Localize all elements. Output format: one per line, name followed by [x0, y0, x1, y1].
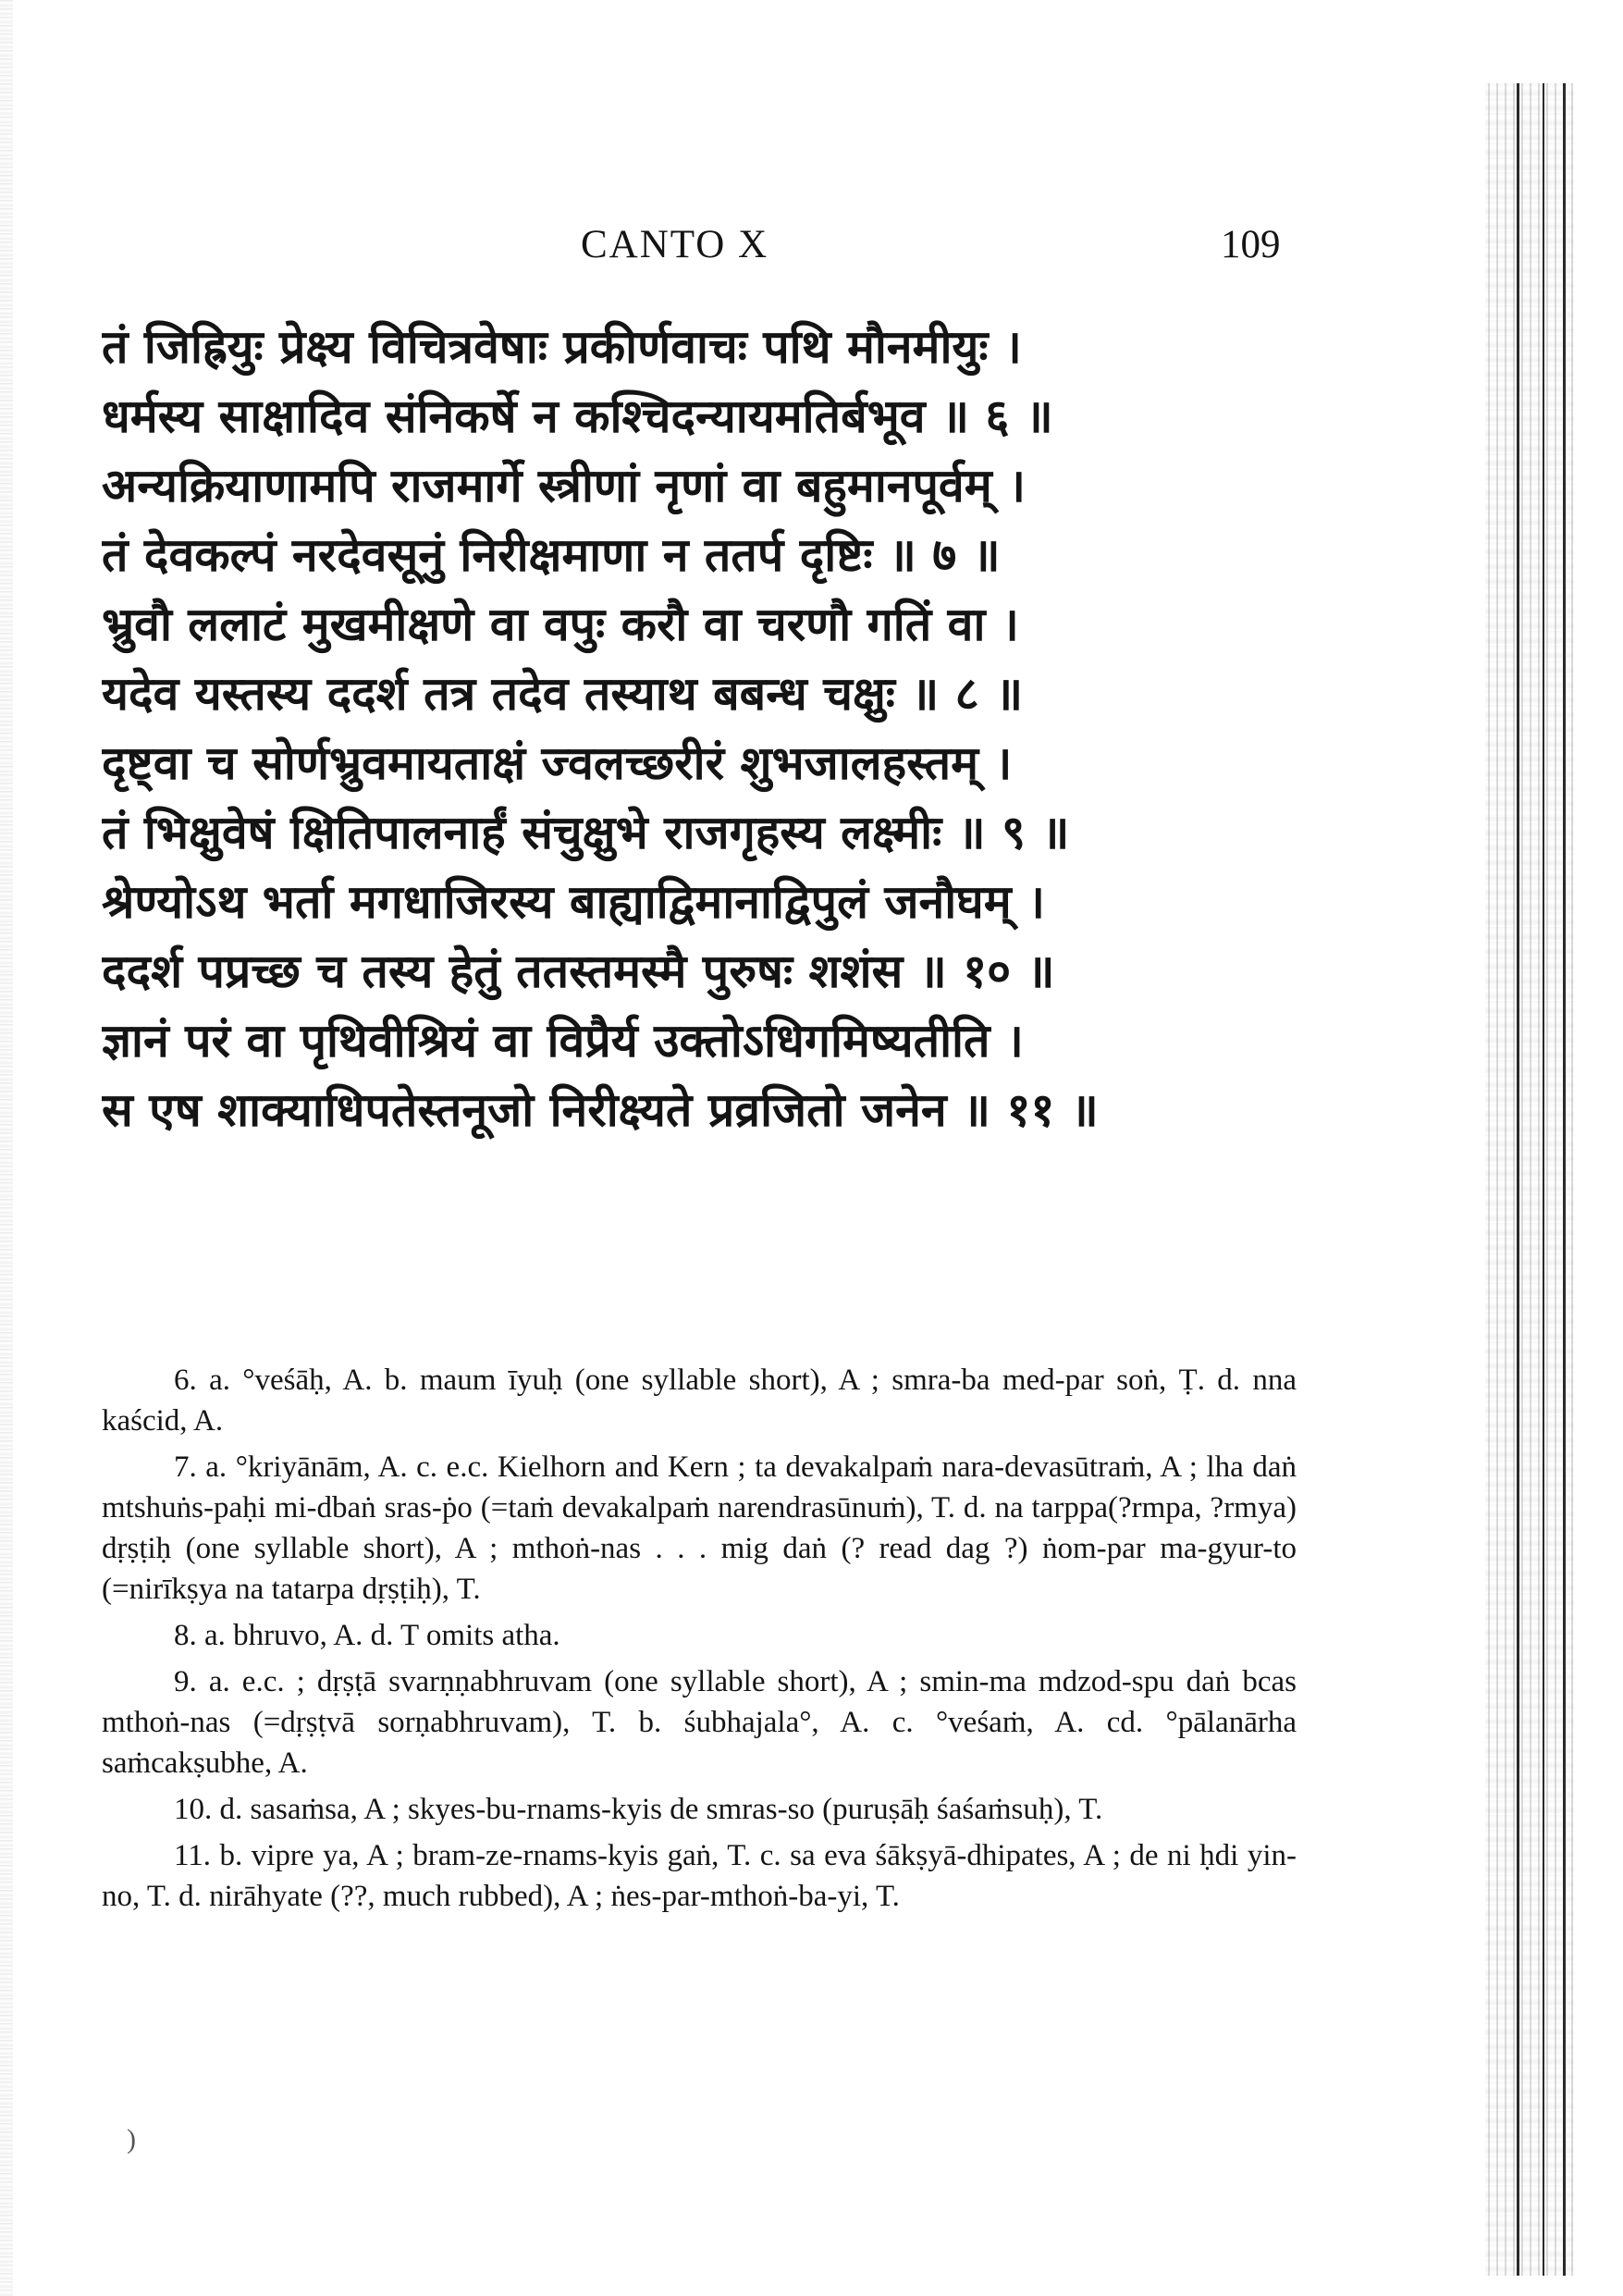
gutter-line	[1563, 83, 1566, 2276]
footnote-8: 8. a. bhruvo, A. d. T omits atha.	[174, 1619, 560, 1652]
verse-line: ददर्श पप्रच्छ च तस्य हेतुं ततस्तमस्मै पुरुषः शशंस ॥ १० ॥	[102, 944, 1055, 998]
verse-line: दृष्ट्वा च सोर्णभ्रुवमायताक्षं ज्वलच्छरीरं शुभजालहस्तम् ।	[102, 736, 1013, 790]
footnote-7: 7. a. °kriyānām, A. c. e.c. Kielhorn and Kern ; ta devakalpaṁ nara-devasūtraṁ, A ; lha daṅ mtshuṅs-paḥi mi-dbaṅ sras-ṗo (=taṁ devakalpaṁ narendrasūnuṁ), T. d. na tarppa(?rmpa, ?rmya) dṛṣṭiḥ (one syllable short), A ; mthoṅ-nas . . . mig daṅ (? read dag ?) ṅom-par ma-gyur-to (=nirīkṣya na tatarpa dṛṣṭiḥ), T.	[102, 1450, 1297, 1606]
page-number: 109	[1221, 223, 1281, 266]
footnote-10: 10. d. sasaṁsa, A ; skyes-bu-rnams-kyis de smras-so (puruṣāḥ śaśaṁsuḥ), T.	[174, 1793, 1103, 1826]
verse-line: तं जिह्रियुः प्रेक्ष्य विचित्रवेषाः प्रकीर्णवाचः पथि मौनमीयुः ।	[102, 320, 1022, 374]
footnote-9: 9. a. e.c. ; dṛṣṭā svarṇṇabhruvam (one syllable short), A ; smin-ma mdzod-spu daṅ bcas mthoṅ-nas (=dṛṣṭvā sorṇabhruvam), T. b. śubhajala°, A. c. °veśaṁ, A. cd. °pālanārha saṁcakṣubhe, A.	[102, 1665, 1297, 1780]
footnote-11: 11. b. vipre ya, A ; bram-ze-rnams-kyis gaṅ, T. c. sa eva śākṣyā-dhipates, A ; de ni ḥdi yin-no, T. d. nirāhyate (??, much rubbed), A ; ṅes-par-mthoṅ-ba-yi, T.	[102, 1839, 1297, 1913]
gutter-line	[1517, 83, 1519, 2276]
verse-line: भ्रुवौ ललाटं मुखमीक्षणे वा वपुः करौ वा चरणौ गतिं वा ।	[102, 598, 1019, 651]
stray-mark: )	[127, 2124, 136, 2154]
critical-apparatus	[102, 1360, 1297, 1922]
verse-line: ज्ञानं परं वा पृथिवीश्रियं वा विप्रैर्य उक्तोऽधिगमिष्यतीति ।	[102, 1014, 1024, 1068]
sanskrit-verses	[102, 313, 1304, 1145]
footnote-6: 6. a. °veśāḥ, A. b. maum īyuḥ (one syllable short), A ; smra-ba med-par soṅ, Ṭ. d. nna kaścid, A.	[102, 1364, 1297, 1438]
verse-line: धर्मस्य साक्षादिव संनिकर्षे न कश्चिदन्यायमतिर्बभूव ॥ ६ ॥	[102, 389, 1053, 443]
gutter-line	[1543, 83, 1544, 2276]
verse-line: स एष शाक्याधिपतेस्तनूजो निरीक्ष्यते प्रव्रजितो जनेन ॥ ११ ॥	[102, 1083, 1099, 1137]
book-gutter	[1485, 83, 1574, 2276]
scan-left-edge	[0, 0, 13, 2296]
verse-line: यदेव यस्तस्य ददर्श तत्र तदेव तस्याथ बबन्ध चक्षुः ॥ ८ ॥	[102, 667, 1024, 721]
verse-line: तं देवकल्पं नरदेवसूनुं निरीक्षमाणा न ततर्प दृष्टिः ॥ ७ ॥	[102, 528, 1001, 582]
page-header	[0, 222, 1623, 278]
verse-line: अन्यक्रियाणामपि राजमार्गे स्त्रीणां नृणां वा बहुमानपूर्वम् ।	[102, 459, 1026, 512]
running-head: CANTO X	[581, 223, 769, 266]
verse-line: श्रेण्योऽथ भर्ता मगधाजिरस्य बाह्याद्विमानाद्विपुलं जनौघम् ।	[102, 875, 1045, 929]
verse-line: तं भिक्षुवेषं क्षितिपालनार्हं संचुक्षुभे राजगृहस्य लक्ष्मीः ॥ ९ ॥	[102, 806, 1070, 859]
